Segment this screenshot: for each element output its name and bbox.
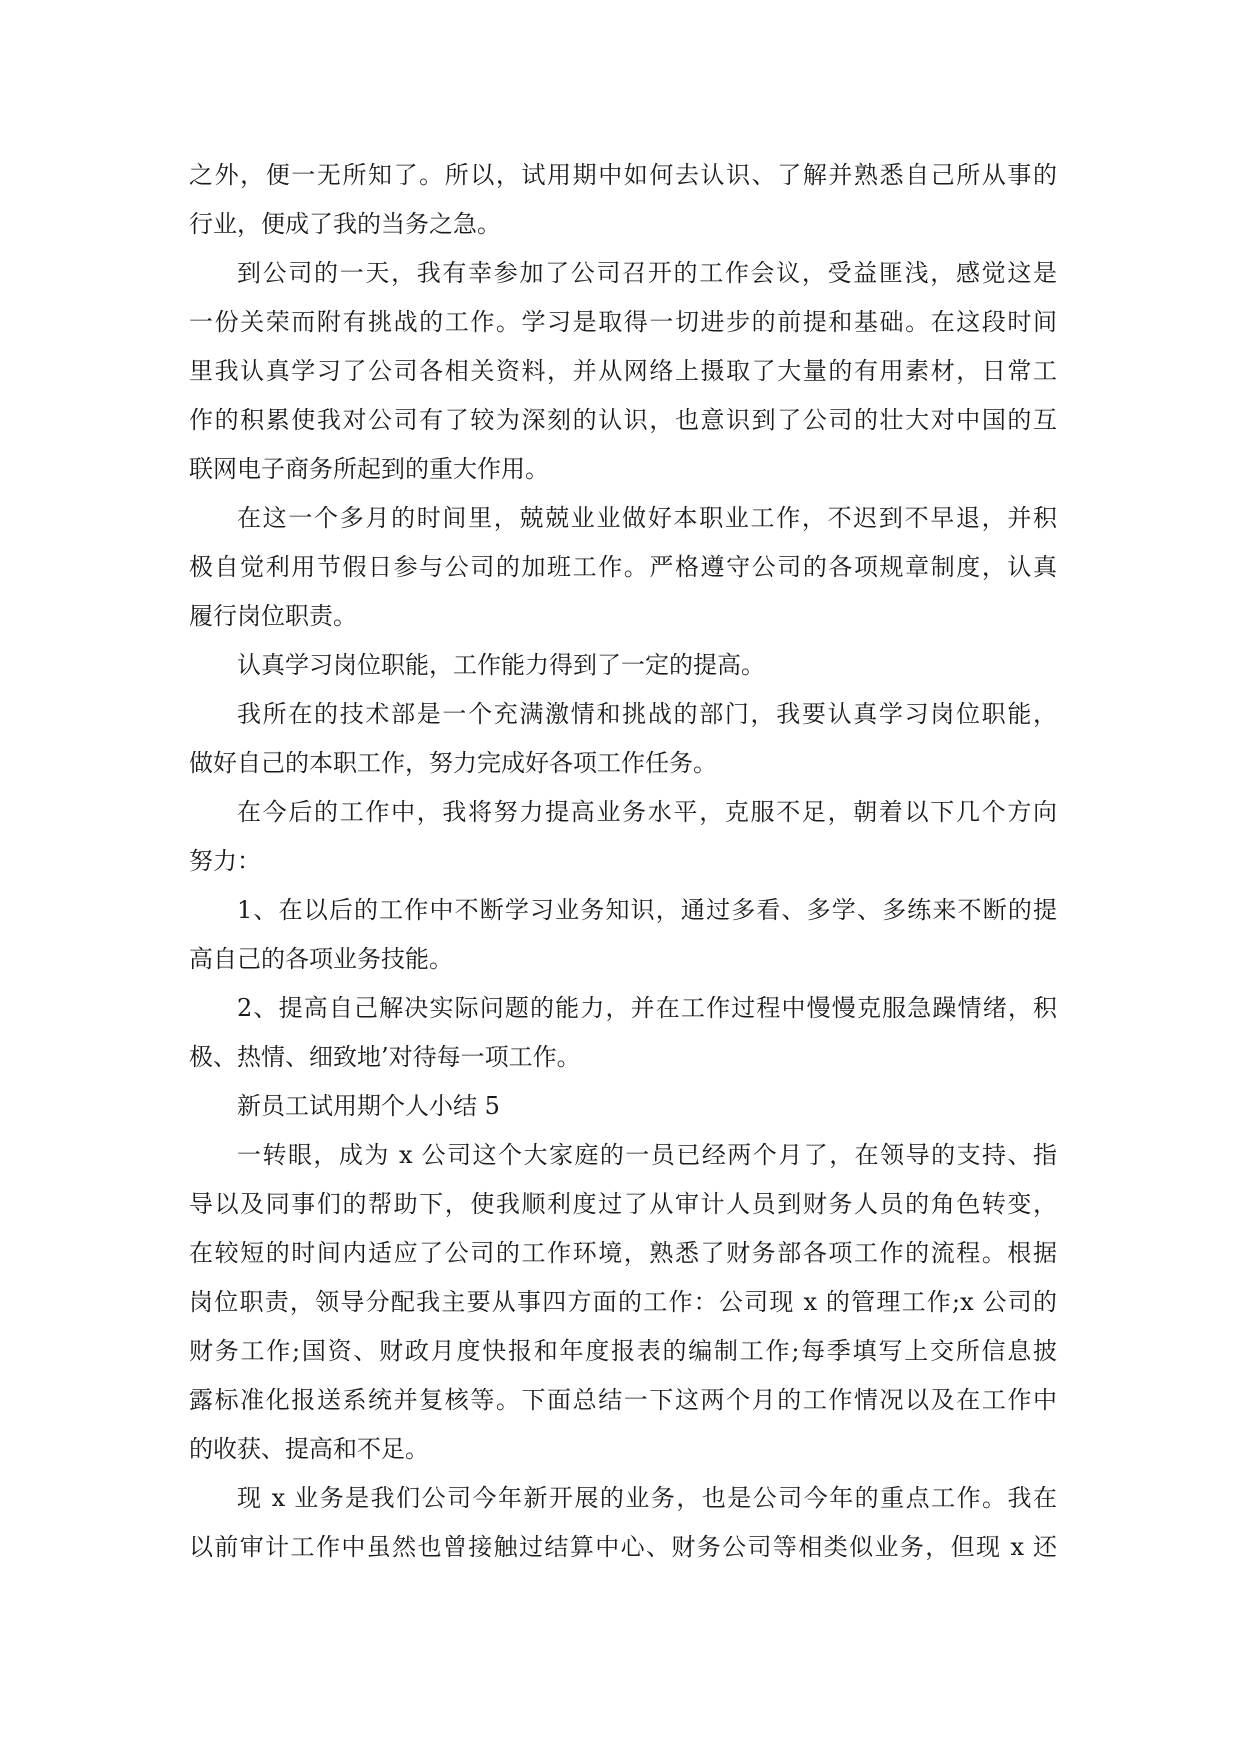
- text-line: 2、提高自己解决实际问题的能力，并在工作过程中慢慢克服急躁情绪，积: [237, 994, 1057, 1022]
- text-line: 之外，便一无所知了。所以，试用期中如何去认识、了解并熟悉自己所从事的: [189, 161, 1057, 189]
- text-line: 认真学习岗位职能，工作能力得到了一定的提高。: [237, 651, 765, 679]
- text-line: 高自己的各项业务技能。: [189, 945, 453, 973]
- text-line: 在这一个多月的时间里，兢兢业业做好本职业工作，不迟到不早退，并积: [237, 504, 1057, 532]
- text-line: 做好自己的本职工作，努力完成好各项工作任务。: [189, 749, 717, 777]
- section-heading: 新员工试用期个人小结 5: [237, 1092, 500, 1120]
- text-line: 在较短的时间内适应了公司的工作环境，熟悉了财务部各项工作的流程。根据: [189, 1239, 1057, 1267]
- text-line: 努力：: [189, 847, 261, 875]
- text-line: 作的积累使我对公司有了较为深刻的认识，也意识到了公司的壮大对中国的互: [189, 406, 1057, 434]
- text-line: 一转眼，成为 x 公司这个大家庭的一员已经两个月了，在领导的支持、指: [237, 1141, 1057, 1169]
- text-line: 1、在以后的工作中不断学习业务知识，通过多看、多学、多练来不断的提: [237, 896, 1057, 924]
- text-line: 导以及同事们的帮助下，使我顺利度过了从审计人员到财务人员的角色转变，: [189, 1190, 1057, 1218]
- text-line: 我所在的技术部是一个充满激情和挑战的部门，我要认真学习岗位职能，: [237, 700, 1057, 728]
- text-line: 极、热情、细致地’对待每一项工作。: [189, 1043, 581, 1071]
- text-line: 岗位职责，领导分配我主要从事四方面的工作：公司现 x 的管理工作;x 公司的: [189, 1288, 1057, 1316]
- text-line: 里我认真学习了公司各相关资料，并从网络上摄取了大量的有用素材，日常工: [189, 357, 1057, 385]
- text-line: 在今后的工作中，我将努力提高业务水平，克服不足，朝着以下几个方向: [237, 798, 1057, 826]
- document-body: [189, 151, 1057, 1572]
- text-line: 现 x 业务是我们公司今年新开展的业务，也是公司今年的重点工作。我在: [237, 1484, 1057, 1512]
- text-line: 行业，便成了我的当务之急。: [189, 210, 501, 238]
- text-line: 露标准化报送系统并复核等。下面总结一下这两个月的工作情况以及在工作中: [189, 1386, 1057, 1414]
- text-line: 极自觉利用节假日参与公司的加班工作。严格遵守公司的各项规章制度，认真: [189, 553, 1057, 581]
- text-line: 财务工作;国资、财政月度快报和年度报表的编制工作;每季填写上交所信息披: [189, 1337, 1057, 1365]
- text-line: 到公司的一天，我有幸参加了公司召开的工作会议，受益匪浅，感觉这是: [237, 259, 1057, 287]
- text-line: 以前审计工作中虽然也曾接触过结算中心、财务公司等相类似业务，但现 x 还: [189, 1533, 1057, 1561]
- text-line: 一份关荣而附有挑战的工作。学习是取得一切进步的前提和基础。在这段时间: [189, 308, 1057, 336]
- text-line: 联网电子商务所起到的重大作用。: [189, 455, 549, 483]
- text-line: 履行岗位职责。: [189, 602, 357, 630]
- text-line: 的收获、提高和不足。: [189, 1435, 429, 1463]
